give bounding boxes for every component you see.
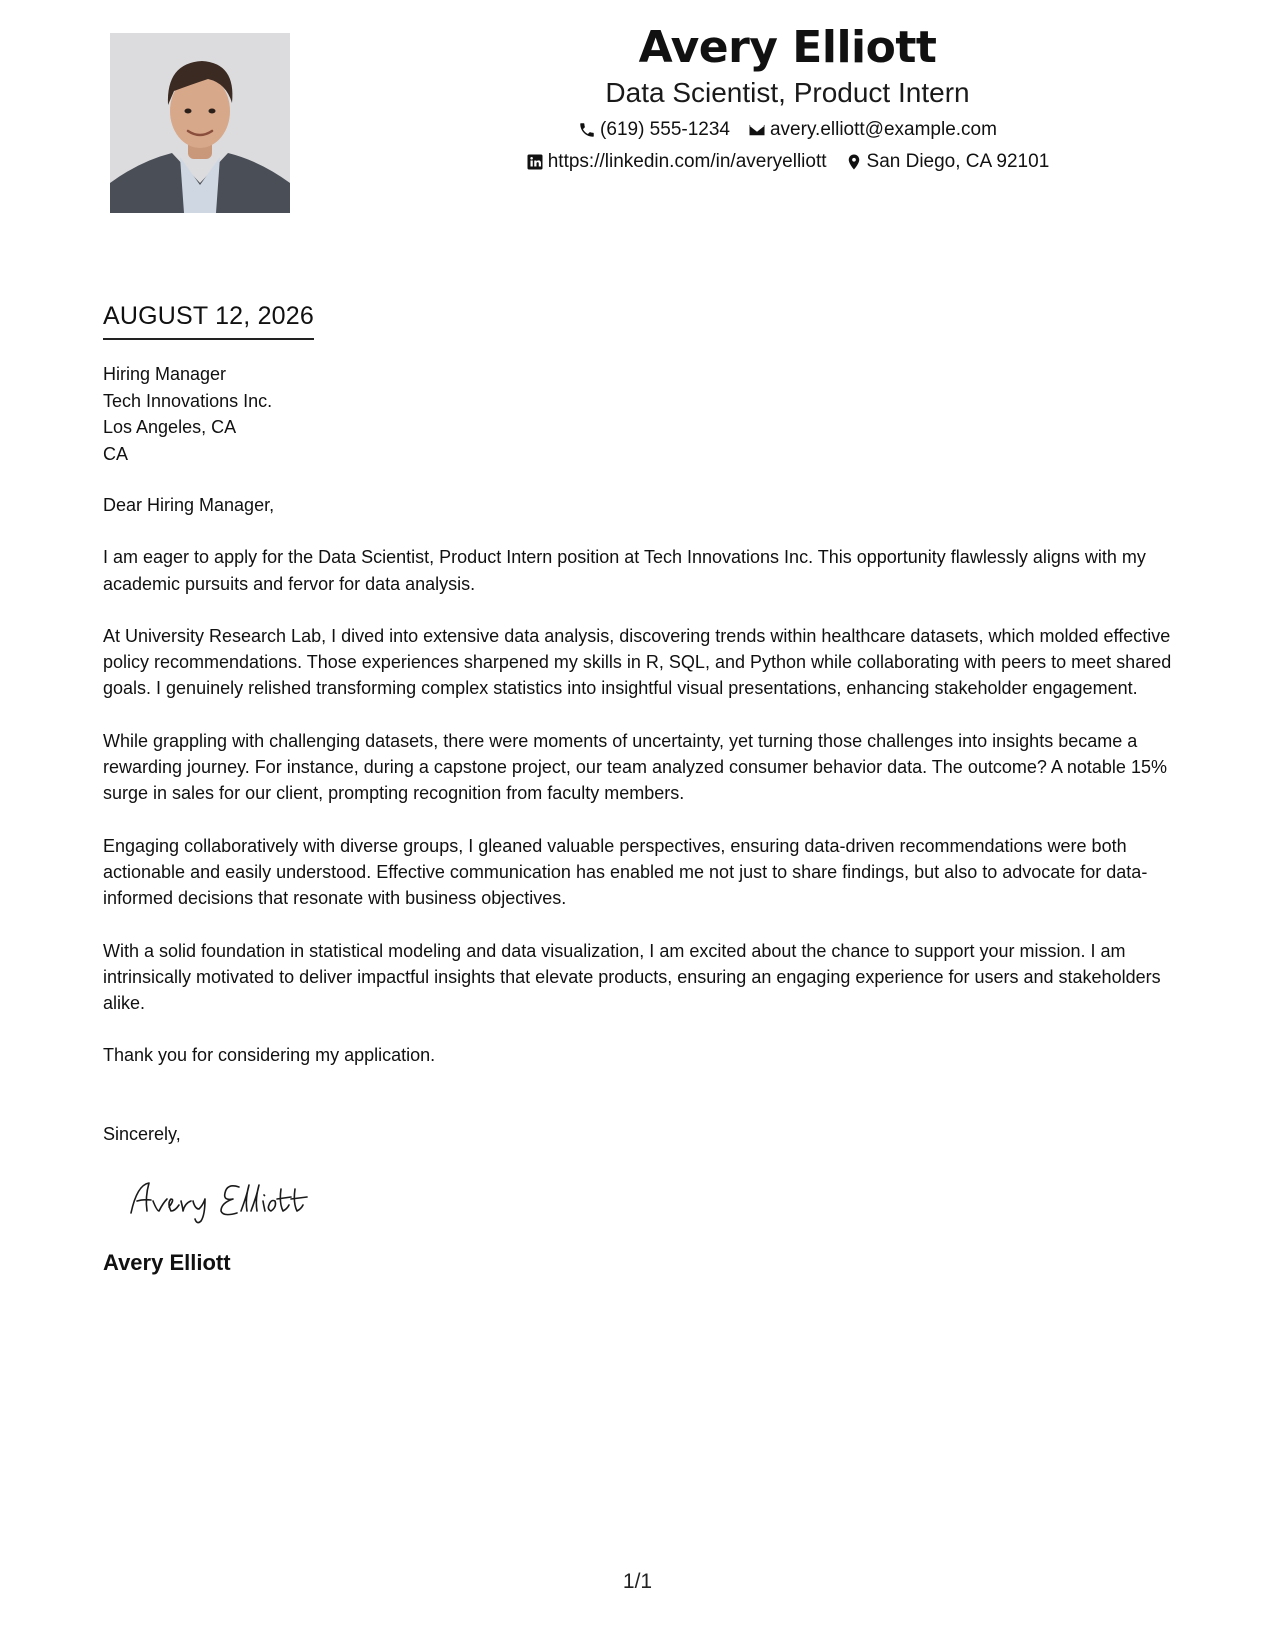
recipient-line: CA — [103, 443, 129, 464]
map-pin-icon — [845, 153, 863, 171]
body-paragraph: While grappling with challenging datasets, there were moments of uncertainty, yet turning those challenges into insights became a rewarding journey. For instance, during a capstone project, our team analyzed consumer behavior data. The outcome? A notable 15% surge in sales for our client, prompting recognition from faculty members. — [103, 730, 1167, 804]
body-paragraph: I am eager to apply for the Data Scientist, Product Intern position at Tech Innovations Inc. This opportunity flawlessly aligns with my academic pursuits and fervor for data analysis. — [103, 547, 1146, 594]
email-contact[interactable] — [748, 118, 997, 142]
location-contact — [845, 150, 1050, 174]
body-paragraph: Engaging collaboratively with diverse groups, I gleaned valuable perspectives, ensuring data-driven recommendations were both actionable and easily understood. Effective communication has enabled me not just to share findings, but also to advocate for data-informed decisions that resonate with business objectives. — [103, 835, 1148, 909]
recipient-line: Tech Innovations Inc. — [103, 390, 273, 411]
linkedin-text: https://linkedin.com/in/averyelliott — [547, 151, 827, 172]
phone-contact[interactable] — [578, 118, 730, 142]
body-paragraph: Thank you for considering my application. — [103, 1045, 436, 1066]
resume-header — [300, 20, 1275, 174]
location-text: San Diego, CA 92101 — [866, 151, 1050, 172]
salutation: Dear Hiring Manager, — [103, 495, 275, 515]
letter-date: AUGUST 12, 2026 — [103, 298, 314, 340]
envelope-icon — [748, 121, 766, 139]
applicant-role: Data Scientist, Product Intern — [605, 77, 970, 108]
page-indicator: 1/1 — [622, 1570, 653, 1593]
recipient-line: Hiring Manager — [103, 364, 227, 384]
body-paragraph: At University Research Lab, I dived into extensive data analysis, discovering trends within healthcare datasets, which molded effective policy recommendations. Those experiences sharpened my skills in R, SQL, and Python while collaborating with peers to meet shared goals. I genuinely relished transforming complex statistics into insightful visual presentations, enhancing stakeholder engagement. — [103, 625, 1172, 699]
cover-letter-body — [103, 298, 1183, 1277]
signer-name: Avery Elliott — [103, 1249, 231, 1275]
handwritten-signature — [127, 1175, 347, 1227]
contact-line-2 — [300, 150, 1275, 174]
email-text: avery.elliott@example.com — [769, 119, 997, 140]
recipient-line: Los Angeles, CA — [103, 417, 237, 437]
applicant-name: Avery Elliott — [638, 22, 937, 73]
phone-icon — [578, 121, 596, 139]
profile-photo — [110, 33, 290, 213]
closing: Sincerely, — [103, 1123, 181, 1144]
linkedin-icon — [526, 153, 544, 171]
linkedin-contact[interactable] — [526, 150, 827, 174]
phone-text: (619) 555-1234 — [600, 119, 730, 140]
body-paragraph: With a solid foundation in statistical modeling and data visualization, I am excited about the chance to support your mission. I am intrinsically motivated to deliver impactful insights that elevate products, ensuring an engaging experience for users and stakeholders alike. — [103, 940, 1161, 1014]
recipient-block — [103, 361, 1183, 467]
contact-line-1 — [300, 118, 1275, 142]
